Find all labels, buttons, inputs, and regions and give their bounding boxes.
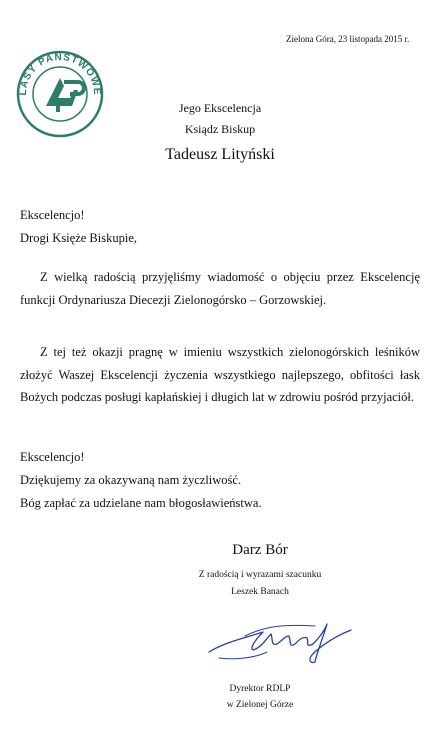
closing-line3: Bóg zapłać za udzielane nam błogosławieństwa. [20,496,262,510]
salutation-line1: Ekscelencjo! [20,208,85,222]
darz-bor-greeting: Darz Bór [232,542,288,558]
addressee-rank: Ksiądz Biskup [184,122,256,136]
handwritten-signature-icon [205,608,355,672]
closing-line1: Ekscelencjo! [20,450,85,464]
closing-line2: Dziękujemy za okazywaną nam życzliwość. [20,473,242,487]
signatory-title-line1: Dyrektor RDLP [229,684,291,694]
letter-date: Zielona Góra, 23 listopada 2015 r. [286,34,410,44]
body-paragraph-1: Z wielką radością przyjęliśmy wiadomość o objęciu przez Ekscelencję funkcji Ordynariusza Diecezji Zielonogórsko – Gorzowskiej. [20,270,420,307]
signatory-name: Leszek Banach [231,587,289,597]
addressee-title: Jego Ekscelencja [178,101,262,115]
addressee-name: Tadeusz Lityński [165,146,275,163]
regards-line: Z radością i wyrazami szacunku [198,570,322,580]
signatory-title-line2: w Zielonej Górze [226,700,294,710]
svg-text:LASY PAŃSTWOWE: LASY PAŃSTWOWE [17,51,103,96]
body-paragraph-2: Z tej też okazji pragnę w imieniu wszystkich zielonogórskich leśników złożyć Waszej Ekscelencji życzenia wszystkiego najlepszego, obfitości łask Bożych podczas posługi kapłańskiej i długich lat w zdrowiu pośród przyjaciół. [20,345,420,404]
salutation-line2: Drogi Księże Biskupie, [20,231,137,245]
